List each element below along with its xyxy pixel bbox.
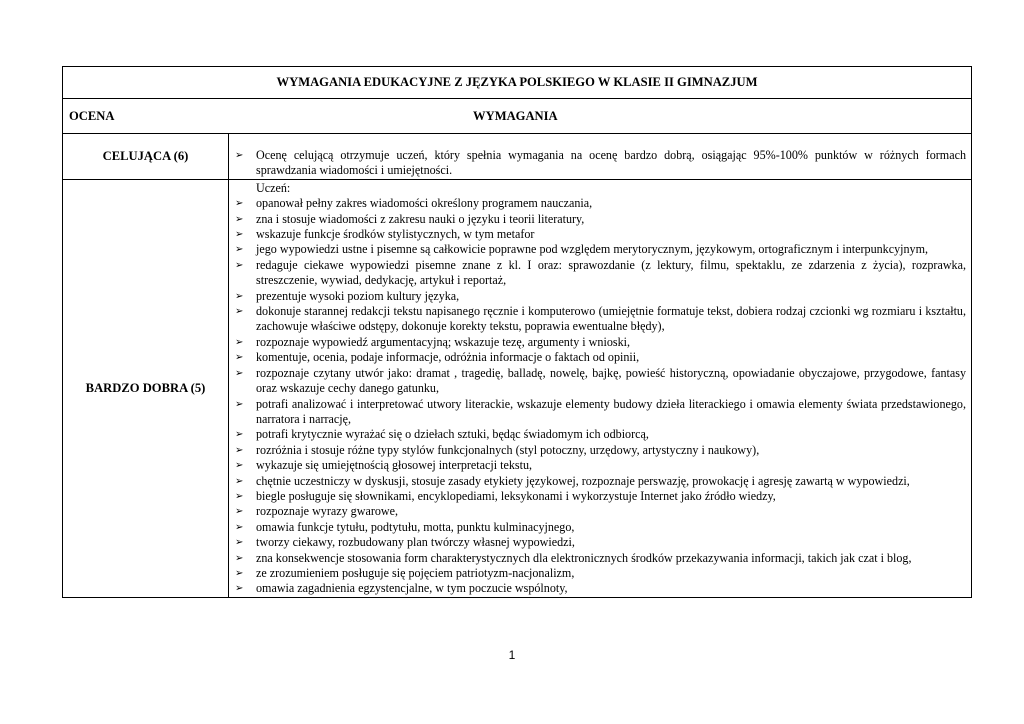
table-header-row — [63, 99, 972, 134]
arrow-bullet-icon: ➢ — [235, 290, 244, 302]
list-item — [235, 258, 966, 289]
header-ocena: OCENA — [69, 109, 115, 123]
arrow-bullet-icon: ➢ — [235, 352, 244, 364]
list-item — [235, 520, 966, 535]
arrow-bullet-icon: ➢ — [235, 521, 244, 533]
arrow-bullet-icon: ➢ — [235, 506, 244, 518]
requirements-cell-bardzo-dobra — [229, 179, 972, 597]
arrow-bullet-icon: ➢ — [235, 552, 244, 564]
list-item — [235, 474, 966, 489]
list-item — [235, 581, 966, 596]
requirement-text: wskazuje funkcje środków stylistycznych, w tym metafor — [256, 227, 535, 242]
list-item — [235, 289, 966, 304]
requirements-table — [62, 66, 972, 598]
requirement-text: dokonuje starannej redakcji tekstu napisanego ręcznie i komputerowo (umiejętnie formatuje tekst, dobiera rodzaj czcionki wg rozmiaru i kształtu, zachowuje właściwe odstępy, dokonuje korekty tekstu, poprawia ewentualne błędy), — [256, 304, 966, 334]
requirement-text: zna i stosuje wiadomości z zakresu nauki o języku i teorii literatury, — [256, 211, 585, 226]
requirement-text: omawia zagadnienia egzystencjalne, w tym poczucie wspólnoty, — [256, 581, 568, 596]
arrow-bullet-icon: ➢ — [235, 213, 244, 225]
requirement-text: rozpoznaje wyrazy gwarowe, — [256, 504, 399, 519]
arrow-bullet-icon: ➢ — [235, 444, 244, 456]
arrow-bullet-icon: ➢ — [235, 259, 244, 271]
requirement-text: komentuje, ocenia, podaje informacje, odróżnia informacje o faktach od opinii, — [256, 350, 640, 365]
requirement-text: rozpoznaje czytany utwór jako: dramat , tragedię, balladę, nowelę, bajkę, powieść historyczną, opowiadanie obyczajowe, przygodowe, fantasy oraz wskazuje cechy danego gatunku, — [256, 365, 966, 396]
requirements-cell-celujaca — [229, 134, 972, 180]
arrow-bullet-icon: ➢ — [235, 244, 244, 256]
list-item — [235, 458, 966, 473]
list-item — [235, 196, 966, 211]
requirements-list — [235, 196, 966, 597]
requirement-text: opanował pełny zakres wiadomości określony programem nauczania, — [256, 196, 593, 211]
list-item — [235, 212, 966, 227]
document-title: WYMAGANIA EDUKACYJNE Z JĘZYKA POLSKIEGO W KLASIE II GIMNAZJUM — [63, 67, 972, 99]
arrow-bullet-icon: ➢ — [235, 475, 244, 487]
requirement-text: jego wypowiedzi ustne i pisemne są całkowicie poprawne pod względem merytorycznym, językowym, ortograficznym i interpunkcyjnym, — [256, 242, 929, 257]
requirement-text: Ocenę celującą otrzymuje uczeń, który spełnia wymagania na ocenę bardzo dobrą, osiągając 95%-100% punktów w różnych formach sprawdzania wiadomości i umiejętności. — [256, 148, 966, 178]
list-item — [235, 242, 966, 257]
list-item — [235, 443, 966, 458]
arrow-bullet-icon: ➢ — [235, 336, 244, 348]
arrow-bullet-icon: ➢ — [235, 306, 244, 318]
page-number: 1 — [508, 648, 516, 662]
table-row — [63, 134, 972, 180]
requirements-document — [62, 66, 971, 598]
requirement-text: zna konsekwencje stosowania form charakterystycznych dla elektronicznych środków przekazywania informacji, takich jak czat i blog, — [256, 550, 912, 565]
list-item — [235, 489, 966, 504]
student-lead: Uczeń: — [256, 180, 291, 195]
list-item — [235, 504, 966, 519]
requirement-text: potrafi krytycznie wyrażać się o dziełach sztuki, będąc świadomym ich odbiorcą, — [256, 427, 649, 442]
list-item — [235, 227, 966, 242]
list-item — [235, 148, 966, 179]
requirement-text: chętnie uczestniczy w dyskusji, stosuje zasady etykiety językowej, rozpoznaje perswazję, prowokację i agresję zawartą w wypowiedzi, — [256, 473, 910, 488]
requirement-text: biegle posługuje się słownikami, encyklopediami, leksykonami i wykorzystuje Internet jako źródło wiedzy, — [256, 488, 776, 503]
arrow-bullet-icon: ➢ — [235, 537, 244, 549]
requirements-list — [235, 148, 966, 179]
requirement-text: redaguje ciekawe wypowiedzi pisemne znane z kl. I oraz: sprawozdanie (z lektury, filmu, spektaklu, ze zdarzenia z życia), rozprawka, streszczenie, wywiad, dedykację, artykuł i reportaż, — [256, 257, 966, 288]
list-item — [235, 335, 966, 350]
requirement-text: omawia funkcje tytułu, podtytułu, motta, punktu kulminacyjnego, — [256, 519, 575, 534]
arrow-bullet-icon: ➢ — [235, 398, 244, 410]
requirement-text: rozpoznaje wypowiedź argumentacyjną; wskazuje tezę, argumenty i wnioski, — [256, 334, 630, 349]
requirement-text: ze zrozumieniem posługuje się pojęciem patriotyzm-nacjonalizm, — [256, 565, 575, 580]
requirement-text: wykazuje się umiejętnością głosowej interpretacji tekstu, — [256, 458, 533, 473]
arrow-bullet-icon: ➢ — [235, 229, 244, 241]
list-item — [235, 551, 966, 566]
list-item — [235, 535, 966, 550]
list-item — [235, 427, 966, 442]
arrow-bullet-icon: ➢ — [235, 490, 244, 502]
grade-label-celujaca: CELUJĄCA (6) — [63, 134, 229, 180]
list-item — [235, 350, 966, 365]
requirement-text: tworzy ciekawy, rozbudowany plan twórczy własnej wypowiedzi, — [256, 535, 575, 550]
arrow-bullet-icon: ➢ — [235, 150, 244, 161]
list-item — [235, 366, 966, 397]
header-wymagania: WYMAGANIA — [473, 109, 558, 123]
list-item — [235, 304, 966, 335]
arrow-bullet-icon: ➢ — [235, 460, 244, 472]
requirement-text: potrafi analizować i interpretować utwory literackie, wskazuje elementy budowy dzieła literackiego i omawia elementy świata przedstawionego, narratora i narrację, — [256, 396, 966, 426]
list-item — [235, 566, 966, 581]
requirement-text: rozróżnia i stosuje różne typy stylów funkcjonalnych (styl potoczny, urzędowy, artystyczny i naukowy), — [256, 442, 760, 457]
table-row — [63, 179, 972, 597]
arrow-bullet-icon: ➢ — [235, 429, 244, 441]
arrow-bullet-icon: ➢ — [235, 583, 244, 595]
arrow-bullet-icon: ➢ — [235, 567, 244, 579]
arrow-bullet-icon: ➢ — [235, 198, 244, 210]
list-item — [235, 397, 966, 428]
requirement-text: prezentuje wysoki poziom kultury języka, — [256, 288, 460, 303]
grade-label-bardzo-dobra: BARDZO DOBRA (5) — [63, 179, 229, 597]
arrow-bullet-icon: ➢ — [235, 367, 244, 379]
